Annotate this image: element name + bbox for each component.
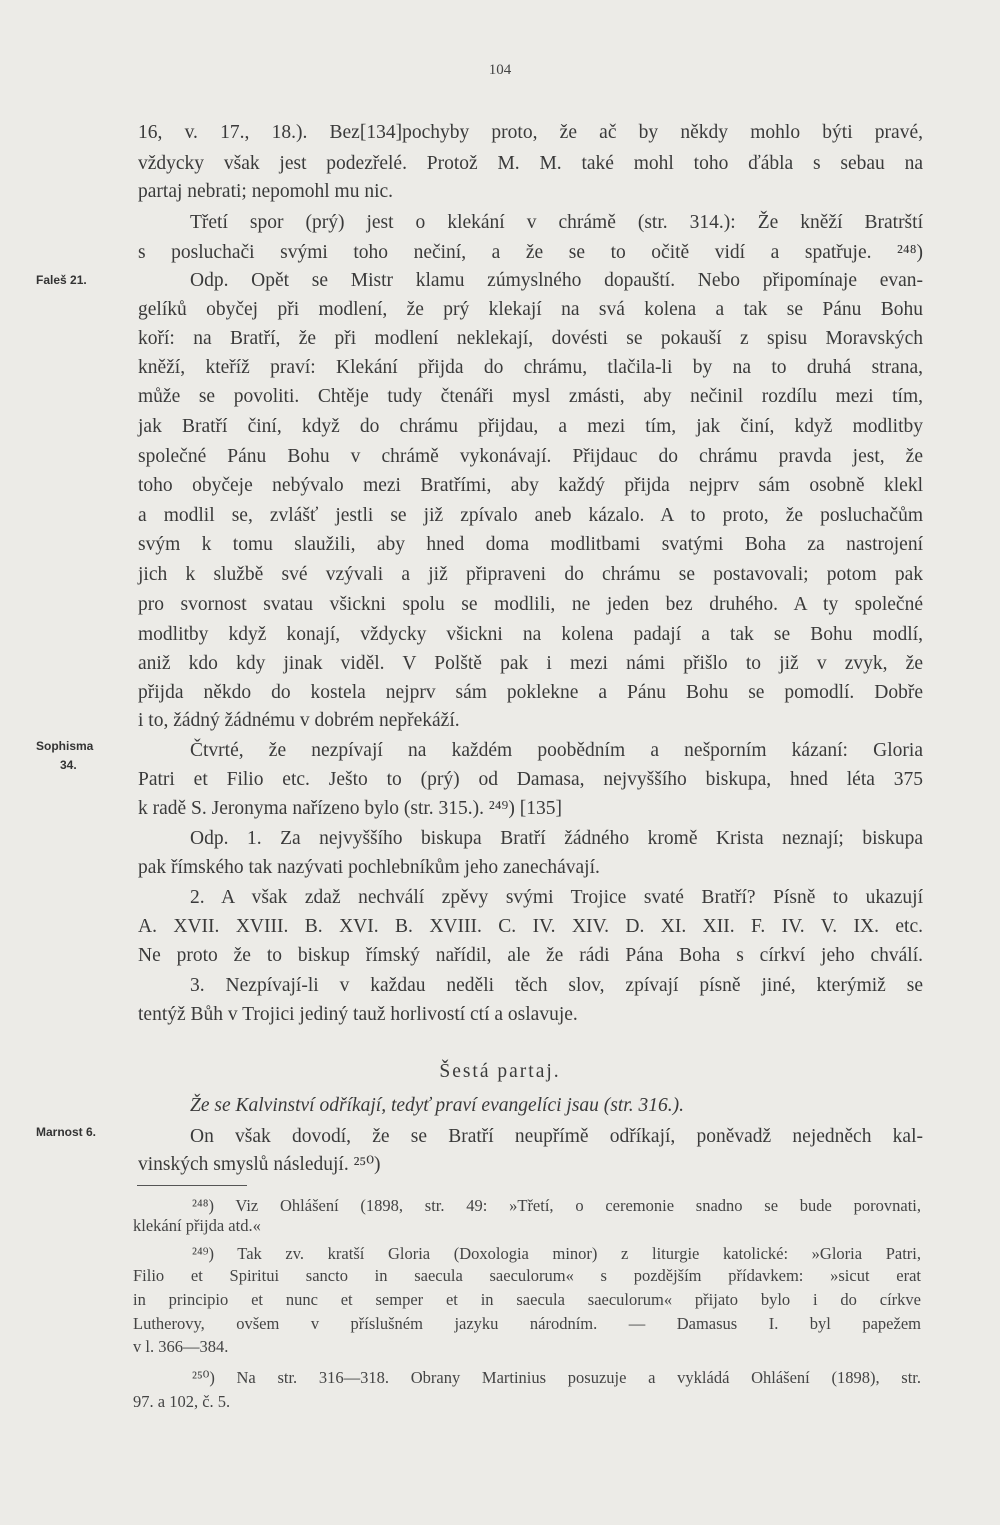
text-line: k radě S. Jeronyma nařízeno bylo (str. 315.). ²⁴⁹) [135] xyxy=(138,798,562,819)
text-line: pro svornost svatau všickni spolu se modlili, ne jeden bez druhého. A ty společné xyxy=(138,594,923,615)
text-line: Odp. 1. Za nejvyššího biskupa Bratří žádného kromě Krista neznají; biskupa xyxy=(190,828,923,849)
text-line: jak Bratří činí, když do chrámu přijdau, a mezi tím, jak činí, když modlitby xyxy=(138,416,923,437)
footnote-line: Lutherovy, ovšem v příslušném jazyku národním. — Damasus I. byl papežem xyxy=(133,1314,921,1333)
text-line: partaj nebrati; nepomohl mu nic. xyxy=(138,181,394,202)
footnote-line: klekání přijda atd.« xyxy=(133,1216,261,1235)
text-line: vinských smyslů následují. ²⁵⁰) xyxy=(138,1154,381,1175)
text-line: i to, žádný žádnému v dobrém nepřekáží. xyxy=(138,710,460,731)
text-line: On však dovodí, že se Bratří neupřímě odříkají, poněvadž nejedněch kal- xyxy=(190,1126,923,1147)
text-line: Ne proto že to biskup římský nařídil, ale že rádi Pána Boha s církví jeho chválí. xyxy=(138,945,923,966)
text-line: a modlil se, zvlášť jestli se již zpívalo aneb kázalo. A to proto, že posluchačům xyxy=(138,505,923,526)
margin-note-sophisma-number: 34. xyxy=(60,758,77,772)
text-line: Patri et Filio etc. Ješto to (prý) od Damasa, nejvyššího biskupa, hned léta 375 xyxy=(138,769,923,790)
text-line: gelíků obyčej při modlení, že prý klekají na svá kolena a tak se Pánu Bohu xyxy=(138,299,923,320)
footnote-line: ²⁴⁸) Viz Ohlášení (1898, str. 49: »Třetí, o ceremonie snadno se bude porovnati, xyxy=(192,1196,921,1215)
text-line: modlitby když konají, vždycky všickni na kolena padají a tak se Bohu modlí, xyxy=(138,624,923,645)
text-line: společné Pánu Bohu v chrámě vykonávají. Přijdauc do chrámu pravda jest, že xyxy=(138,446,923,467)
text-line: Odp. Opět se Mistr klamu zúmyslného dopauští. Nebo připomínaje evan- xyxy=(190,270,923,291)
text-line: jich k službě své vzývali a již připraveni do chrámu se postavovali; potom pak xyxy=(138,564,923,585)
text-line: svým k tomu slaužili, aby hned doma modlitbami svatými Boha za nastrojení xyxy=(138,534,923,555)
text-line: A. XVII. XVIII. B. XVI. B. XVIII. C. IV. XIV. D. XI. XII. F. IV. V. IX. etc. xyxy=(138,916,923,937)
text-line: Třetí spor (prý) jest o klekání v chrámě (str. 314.): Že kněží Bratrští xyxy=(190,212,923,233)
footnote-line: v l. 366—384. xyxy=(133,1337,229,1356)
page-number: 104 xyxy=(488,62,512,78)
footnote-line: 97. a 102, č. 5. xyxy=(133,1392,231,1411)
text-line: aniž kdo kdy jinak viděl. V Polště pak i mezi námi přišlo to již v zvyk, že xyxy=(138,653,923,674)
margin-note-marnost: Marnost 6. xyxy=(36,1125,97,1139)
text-line: může se povoliti. Chtěje tudy čtenáři mysl zmásti, aby nečinil rozdílu mezi tím, xyxy=(138,386,923,407)
margin-note-fales: Faleš 21. xyxy=(36,273,87,287)
text-line: Čtvrté, že nezpívají na každém poobědním a nešporním kázaní: Gloria xyxy=(190,740,923,761)
text-line: pak římského tak nazývati pochlebníkům jeho zanechávají. xyxy=(138,857,600,878)
text-line: 16, v. 17., 18.). Bez[134]pochyby proto, že ač by někdy mohlo býti pravé, xyxy=(138,122,923,143)
footnote-line: ²⁵⁰) Na str. 316—318. Obrany Martinius posuzuje a vykládá Ohlášení (1898), str. xyxy=(192,1368,921,1387)
text-line: přijda někdo do kostela nejprv sám poklekne a Pánu Bohu se pomodlí. Dobře xyxy=(138,682,923,703)
margin-note-sophisma: Sophisma xyxy=(36,739,94,753)
footnote-line: in principio et nunc et semper et in saecula saeculorum« přijato bylo i do církve xyxy=(133,1290,921,1309)
text-line: toho obyčeje nebývalo mezi Bratřími, aby každý přijda nejprv sám osobně klekl xyxy=(138,475,923,496)
footnote-line: ²⁴⁹) Tak zv. kratší Gloria (Doxologia minor) z liturgie katolické: »Gloria Patri, xyxy=(192,1244,921,1263)
text-line: kněží, kteříž praví: Klekání přijda do chrámu, tlačila-li by na to druhá strana, xyxy=(138,357,923,378)
text-line: koří: na Bratří, že při modlení neklekají, dovésti se pokauší z spisu Moravských xyxy=(138,328,923,349)
text-line: vždycky však jest podezřelé. Protož M. M. také mohl toho ďábla s sebau na xyxy=(138,153,923,174)
section-heading: Šestá partaj. xyxy=(439,1061,561,1082)
text-line: tentýž Bůh v Trojici jediný tauž horlivostí ctí a oslavuje. xyxy=(138,1004,578,1025)
text-line: 3. Nezpívají-li v každau neděli těch slov, zpívají písně jiné, kterýmiž se xyxy=(190,975,923,996)
text-line: Že se Kalvinství odříkají, tedyť praví evangelíci jsau (str. 316.). xyxy=(190,1095,684,1116)
text-line: s posluchači svými toho nečiní, a že se to očitě vidí a spatřuje. ²⁴⁸) xyxy=(138,242,923,263)
footnote-rule xyxy=(137,1185,247,1186)
footnote-line: Filio et Spiritui sancto in saecula saeculorum« s pozdějším přídavkem: »sicut erat xyxy=(133,1266,921,1285)
text-line: 2. A však zdaž nechválí zpěvy svými Trojice svaté Bratří? Písně to ukazují xyxy=(190,887,923,908)
